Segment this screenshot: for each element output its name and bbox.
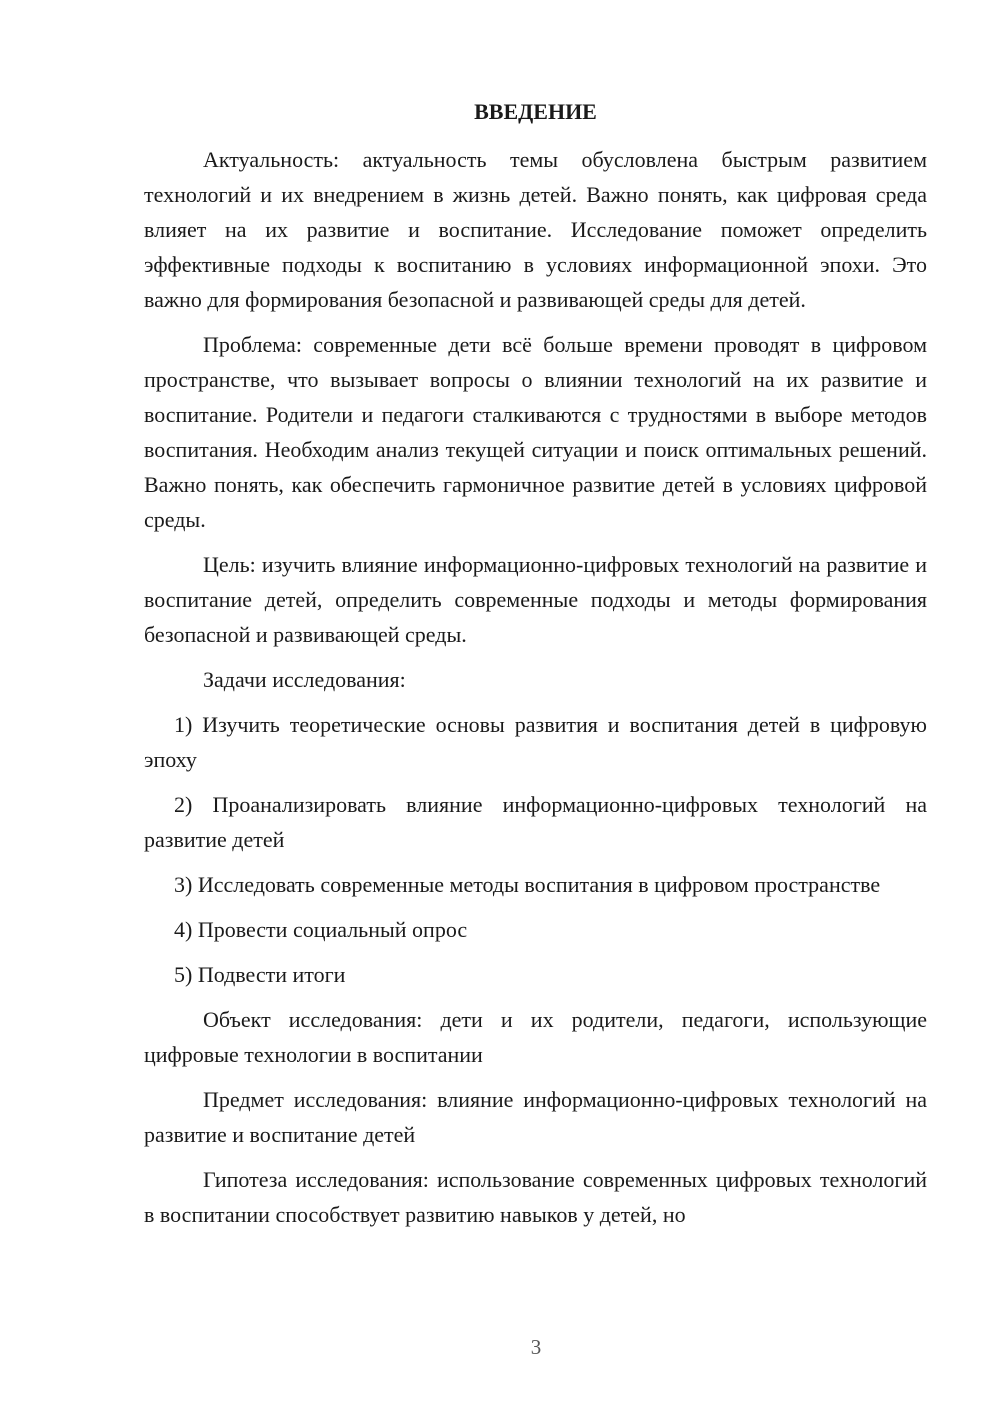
paragraph-tasks-heading: Задачи исследования: [203, 667, 406, 692]
paragraph-subject: Предмет исследования: влияние информационно-цифровых технологий на развитие и воспитание детей [144, 1087, 927, 1147]
section-title: ВВЕДЕНИЕ [474, 99, 597, 124]
task-item-5: 5) Подвести итоги [174, 962, 346, 987]
page-number: 3 [530, 1335, 542, 1359]
paragraph-problem: Проблема: современные дети всё больше времени проводят в цифровом пространстве, что вызывает вопросы о влиянии технологий на их развитие и воспитание. Родители и педагоги сталкиваются с трудностями в выборе методов воспитания. Необходим анализ текущей ситуации и поиск оптимальных решений. Важно понять, как обеспечить гармоничное развитие детей в условиях цифровой среды. [144, 332, 927, 532]
paragraph-hypothesis: Гипотеза исследования: использование современных цифровых технологий в воспитании способствует развитию навыков у детей, но [144, 1167, 927, 1227]
task-item-4: 4) Провести социальный опрос [174, 917, 468, 942]
document-page [144, 94, 927, 1232]
paragraph-object: Объект исследования: дети и их родители, педагоги, использующие цифровые технологии в воспитании [144, 1007, 927, 1067]
task-item-1: 1) Изучить теоретические основы развития и воспитания детей в цифровую эпоху [144, 712, 927, 772]
task-item-2: 2) Проанализировать влияние информационно-цифровых технологий на развитие детей [144, 792, 927, 852]
task-item-3: 3) Исследовать современные методы воспитания в цифровом пространстве [174, 872, 881, 897]
paragraph-relevance: Актуальность: актуальность темы обусловлена быстрым развитием технологий и их внедрением в жизнь детей. Важно понять, как цифровая среда влияет на их развитие и воспитание. Исследование поможет определить эффективные подходы к воспитанию в условиях информационной эпохи. Это важно для формирования безопасной и развивающей среды для детей. [144, 147, 927, 312]
paragraph-goal: Цель: изучить влияние информационно-цифровых технологий на развитие и воспитание детей, определить современные подходы и методы формирования безопасной и развивающей среды. [144, 552, 927, 647]
